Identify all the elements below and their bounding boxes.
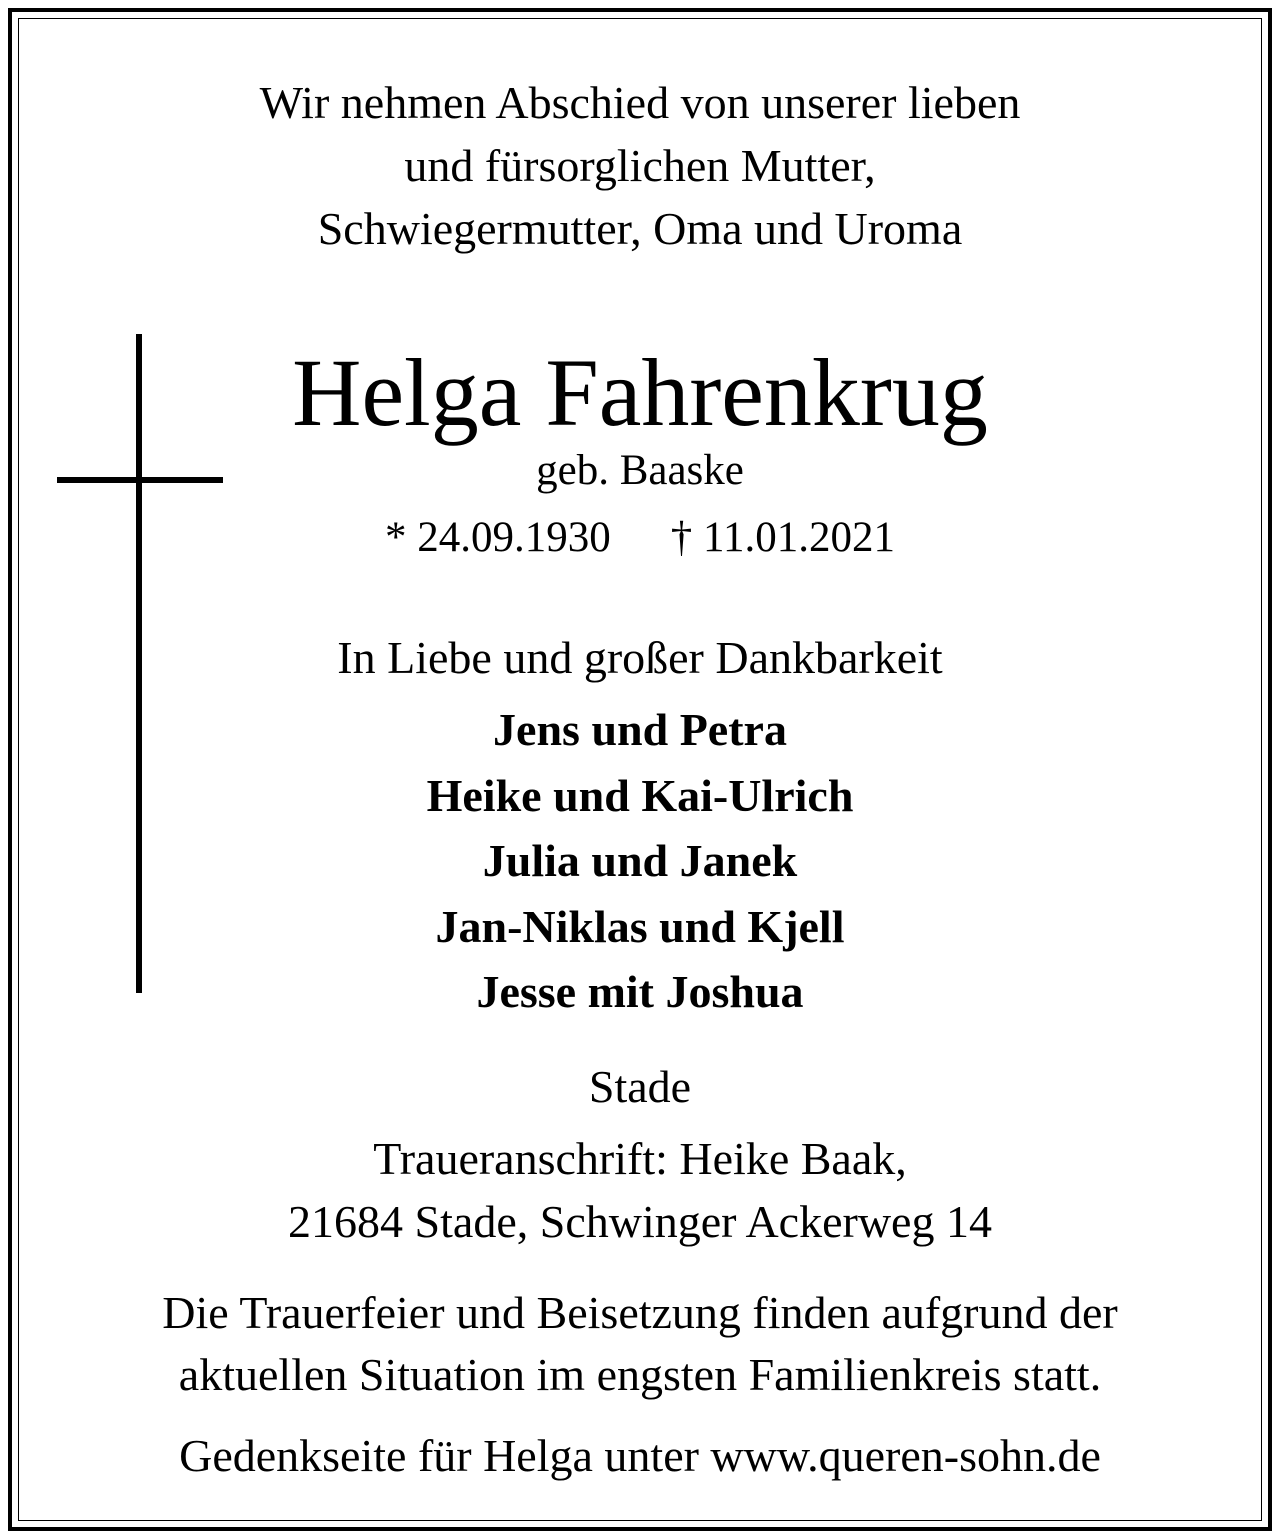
thanks-line: In Liebe und großer Dankbarkeit [337,632,943,683]
memorial-link: Gedenkseite für Helga unter www.queren-sohn.de [179,1430,1101,1481]
family-member-2: Heike und Kai-Ulrich [426,770,854,821]
family-member-3: Julia und Janek [482,835,798,886]
intro-line-3: Schwiegermutter, Oma und Uroma [317,203,963,254]
address-line-1: Traueranschrift: Heike Baak, [373,1133,907,1184]
intro-line-1: Wir nehmen Abschied von unserer lieben [259,77,1021,128]
place: Stade [588,1061,692,1112]
maiden-name: geb. Baaske [536,447,744,494]
notice-line-2: aktuellen Situation im engsten Familienkreis statt. [178,1349,1102,1400]
family-member-4: Jan-Niklas und Kjell [435,901,845,952]
intro-line-2: und fürsorglichen Mutter, [404,140,876,191]
deceased-name: Helga Fahrenkrug [292,339,988,446]
death-date: † 11.01.2021 [670,514,895,561]
family-member-1: Jens und Petra [493,704,787,755]
life-dates [0,516,1280,559]
family-member-5: Jesse mit Joshua [476,966,804,1017]
birth-date: * 24.09.1930 [385,514,611,561]
address-line-2: 21684 Stade, Schwinger Ackerweg 14 [288,1196,992,1247]
notice-line-1: Die Trauerfeier und Beisetzung finden aufgrund der [162,1287,1118,1338]
